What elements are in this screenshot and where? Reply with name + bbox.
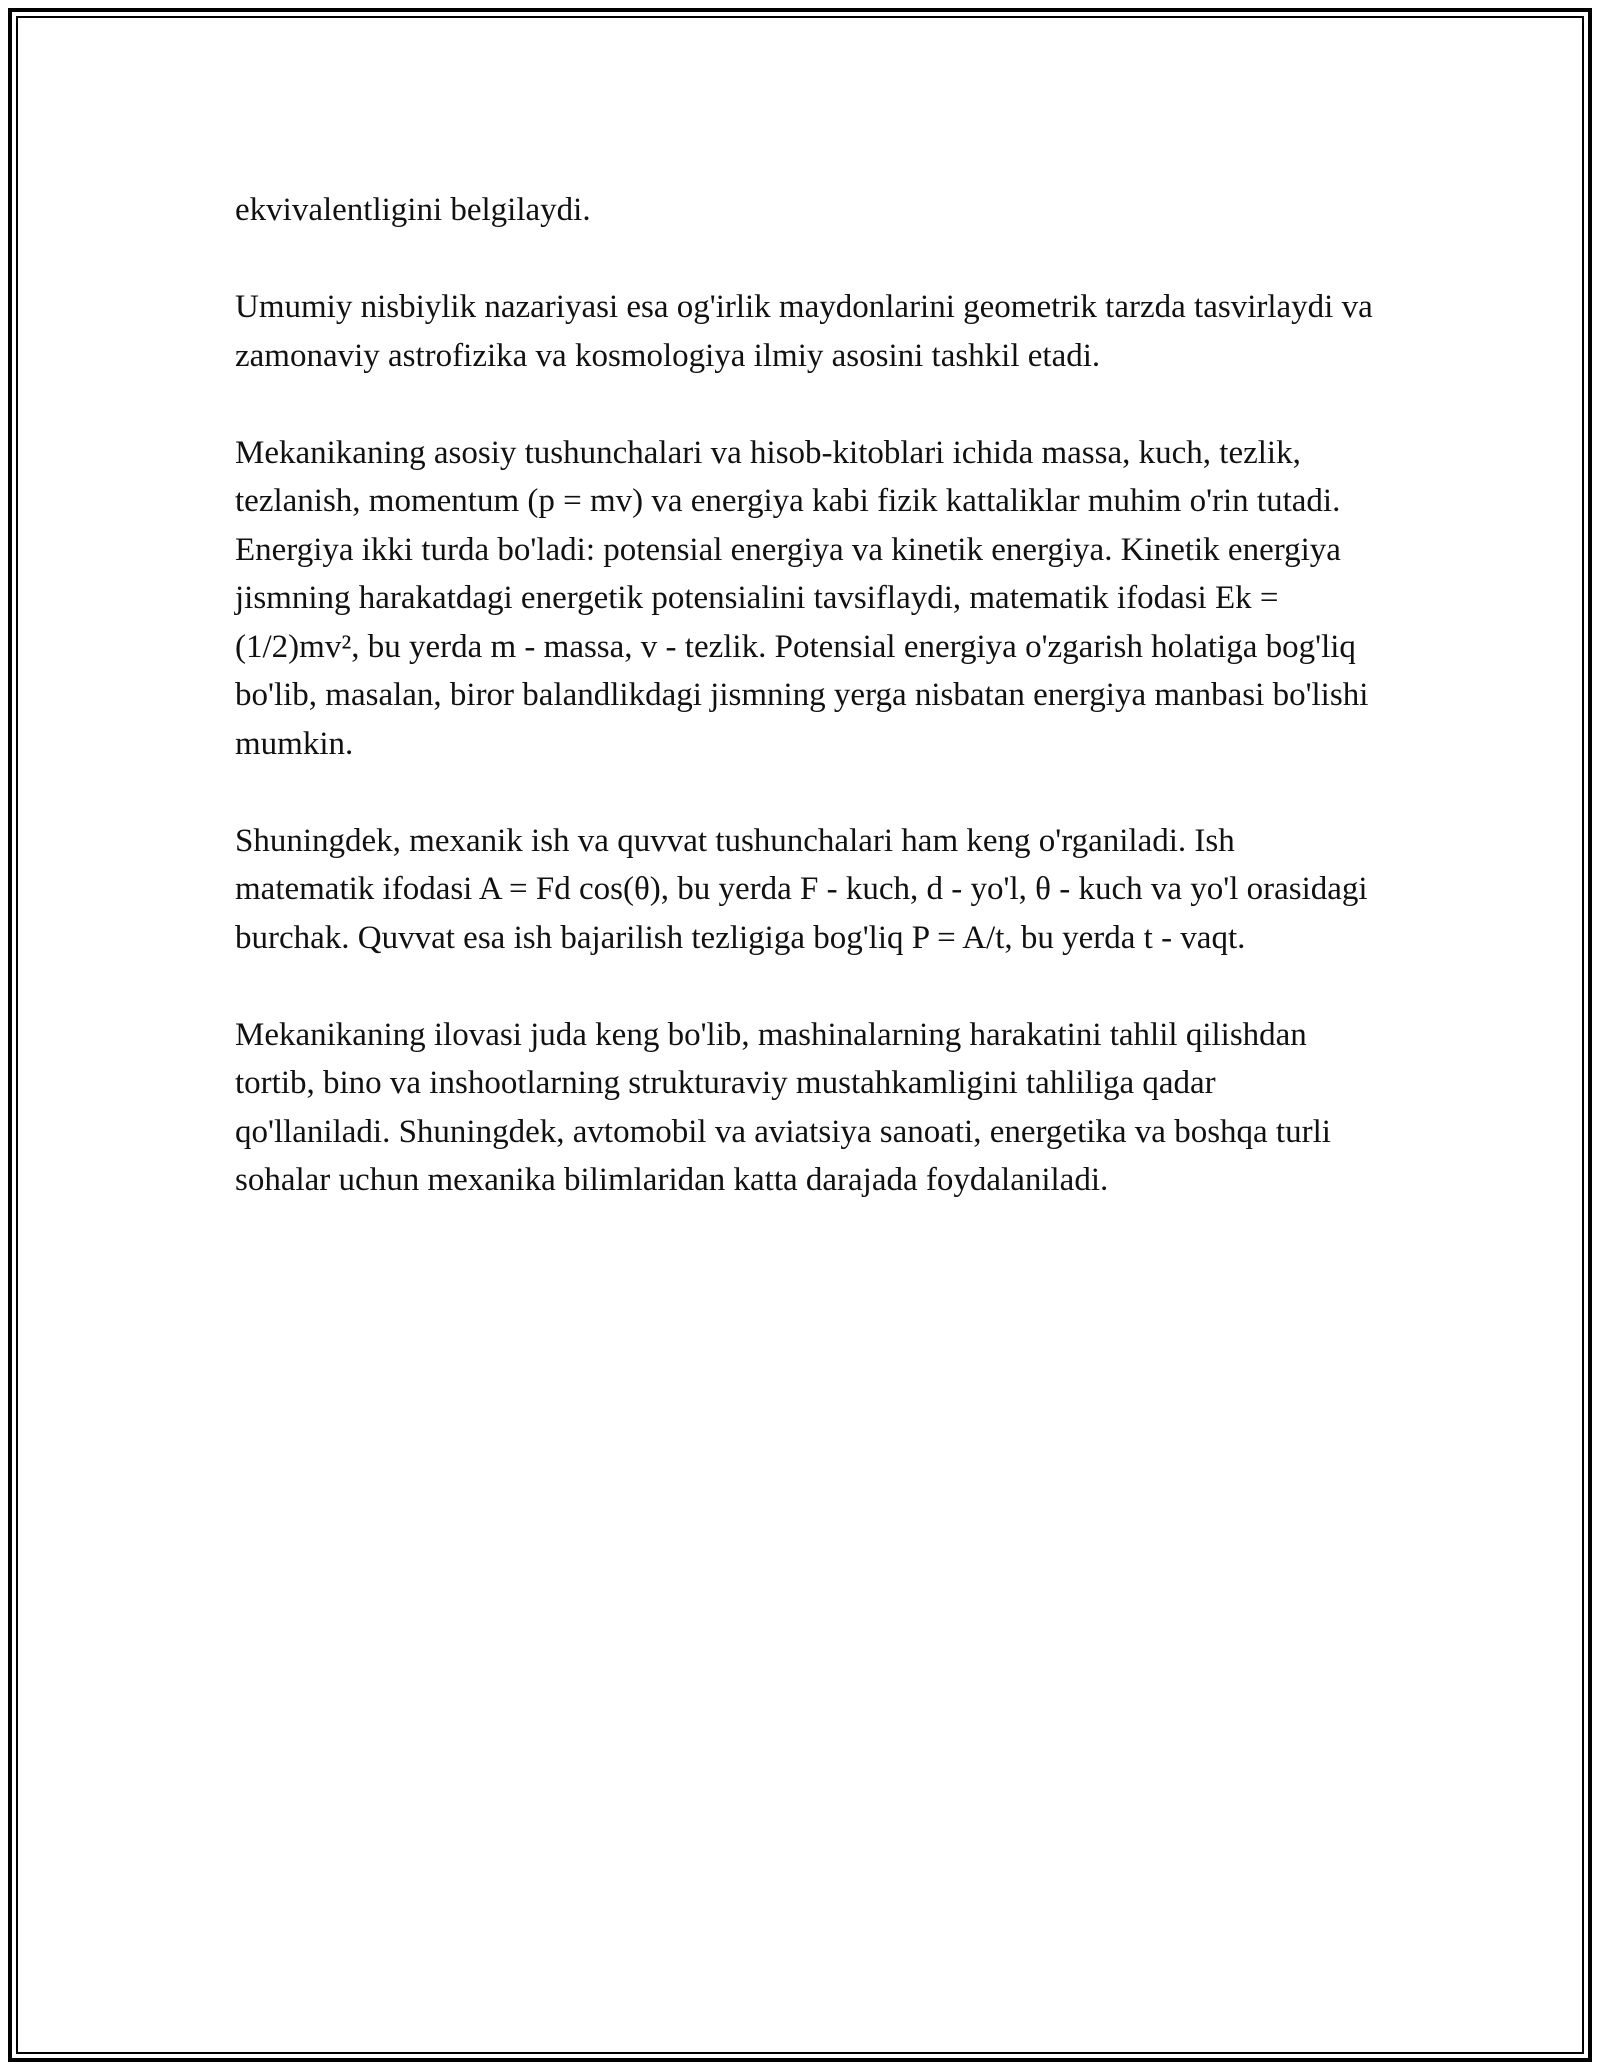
paragraph-mechanics-concepts: Mekanikaning asosiy tushunchalari va hisob-kitoblari ichida massa, kuch, tezlik, tezlanish, momentum (p = mv) va energiya kabi fizik kattaliklar muhim o'rin tutadi. Energiya ikki turda bo'ladi: potensial energiya va kinetik energiya. Kinetik energiya jismning harakatdagi energetik potensialini tavsiflaydi, matematik ifodasi Ek = (1/2)mv², bu yerda m - massa, v - tezlik. Potensial energiya o'zgarish holatiga bog'liq bo'lib, masalan, biror balandlikdagi jismning yerga nisbatan energiya manbasi bo'lishi mumkin.: [235, 434, 1369, 762]
paragraph-work-power: Shuningdek, mexanik ish va quvvat tushunchalari ham keng o'rganiladi. Ish matematik ifodasi A = Fd cos(θ), bu yerda F - kuch, d - yo'l, θ - kuch va yo'l orasidagi burchak. Quvvat esa ish bajarilish tezligiga bog'liq P = A/t, bu yerda t - vaqt.: [235, 822, 1368, 956]
paragraph-equivalence: ekvivalentligini belgilaydi.: [235, 192, 591, 228]
document-body: [235, 186, 1375, 1253]
paragraph-applications: Mekanikaning ilovasi juda keng bo'lib, mashinalarning harakatini tahlil qilishdan tortib, bino va inshootlarning strukturaviy mustahkamligini tahliliga qadar qo'llaniladi. Shuningdek, avtomobil va aviatsiya sanoati, energetika va boshqa turli sohalar uchun mexanika bilimlaridan katta darajada foydalaniladi.: [235, 1016, 1331, 1198]
paragraph-general-relativity: Umumiy nisbiylik nazariyasi esa og'irlik maydonlarini geometrik tarzda tasvirlaydi va zamonaviy astrofizika va kosmologiya ilmiy asosini tashkil etadi.: [235, 289, 1373, 374]
